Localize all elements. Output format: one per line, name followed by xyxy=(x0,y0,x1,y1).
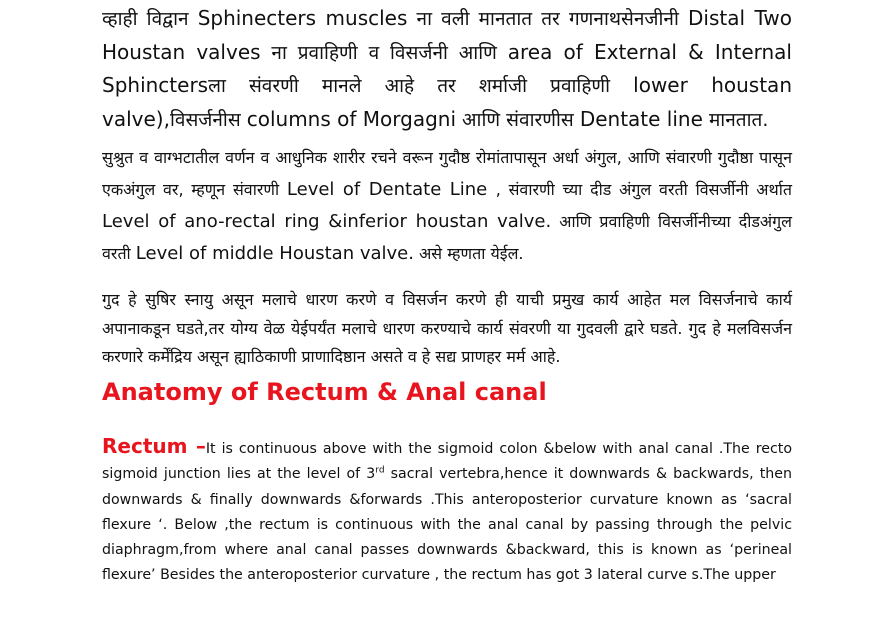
paragraph-sphincters xyxy=(102,2,792,136)
paragraph-levels xyxy=(102,142,792,270)
text-run: , संवारणी च्या दीड अंगुल वरती विसर्जीनी अर्थात xyxy=(495,180,793,199)
text-run: ला संवरणी मानले आहे तर शर्माजी प्रवाहिणी xyxy=(208,75,634,97)
text-run: Sphinecters muscles xyxy=(197,6,408,30)
text-run: lower houstan valve), xyxy=(102,73,792,131)
text-run: Level of ano-rectal ring &inferior houstan valve. xyxy=(102,211,552,232)
text-run: व्हाही विद्वान xyxy=(102,8,198,30)
text-run: मानतात. xyxy=(702,108,769,131)
rectum-label: Rectum – xyxy=(102,434,206,458)
text-run: असे म्हणता येईल. xyxy=(413,244,524,263)
paragraph-guda: गुद हे सुषिर स्नायु असून मलाचे धारण करणे व विसर्जन करणे ही याची प्रमुख कार्य आहेत मल विसर्जनाचे कार्य अपानाकडून घडते,तर योग्य वेळ येईपर्यंत मलाचे धारण करण्याचे कार्य संवरणी या गुदवली द्वारे घडते. गुद हे मलविसर्जन करणारे कर्मेंद्रिय असून ह्याठिकाणी प्राणादिष्ठान असते व हे सद्य प्राणहर मर्म आहे. xyxy=(102,290,792,366)
text-run: आणि संवारणीस xyxy=(456,108,580,131)
text-run: Dentate line xyxy=(579,106,703,131)
text-run: Level of Dentate Line xyxy=(286,179,496,200)
text-run: area of External & Internal Sphincters xyxy=(102,39,792,97)
text-run: Distal Two Houstan valves xyxy=(102,6,793,64)
paragraph-rectum xyxy=(102,434,792,589)
text-run: Level of middle Houstan valve. xyxy=(135,243,414,264)
section-heading: Anatomy of Rectum & Anal canal xyxy=(102,378,547,406)
text-run: सुश्रुत व वाग्भटातील वर्णन व आधुनिक शारीर रचने वरून गुदौष्ठ रोमांतापासून अर्धा अंगुल, आणि संवारणी गुदौष्ठा पासून एकअंगुल वर, म्हणून संवारणी xyxy=(102,148,792,199)
text-run: आणि प्रवाहिणी विसर्जीनीच्या दीडअंगुल वरती xyxy=(102,212,793,263)
text-run: It is continuous above with the sigmoid colon &below with anal canal .The recto sigmoid junction lies at the level of 3 xyxy=(102,441,792,483)
superscript: rd xyxy=(375,465,385,476)
text-run: ना वली मानतात तर गणनाथसेनजीनी xyxy=(407,8,689,30)
text-run: ना प्रवाहिणी व विसर्जनी आणि xyxy=(260,41,508,64)
text-run: sacral vertebra,hence it downwards & backwards, then downwards & finally downwards &forwards .This anteroposterior curvature known as ‘sacral flexure ‘. Below ,the rectum is continuous with the anal canal by passing through the pelvic diaphragm,from where anal canal passes downwards &backward, this is known as ‘perineal flexure’ Besides the anteroposterior curvature , the rectum has got 3 lateral curve s.The upper xyxy=(102,466,792,584)
text-run: columns of Morgagni xyxy=(246,106,457,131)
text-run: विसर्जनीस xyxy=(169,108,247,131)
